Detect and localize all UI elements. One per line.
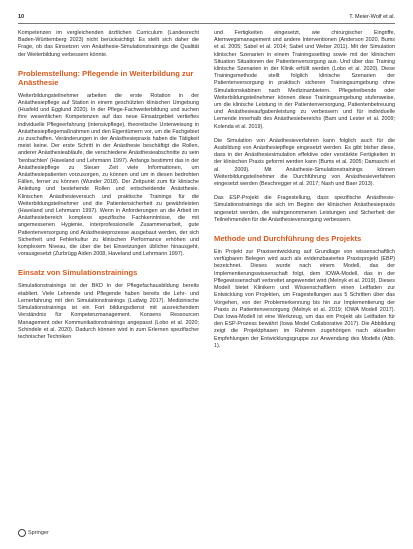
publisher-logo [18, 529, 49, 537]
running-header: T. Meier-Wolf et al. [349, 14, 395, 20]
paragraph: Die Simulation von Anästhesieverfahren kann folglich auch für die Ausbildung von Anästhesiepflege eingesetzt werden. Es gibt bisher diese, dass in der Anästhesiesimulation effektive oder verstärkte Fertigkeiten in der klinischen Praxis geformt werden kann (Bums et al. 2005; Damaschi et al. 2009). Mit Anästhesie-Simulationstrainings können Weiterbildungsteilnehmer die Durchführung von Anästhesieverfahren eingesetzt werden (Beschregger et al. 2017; Nash und Baer 2013). [214, 137, 395, 188]
paragraph: Das ESP-Projekt die Fragestellung, dass spezifische Anästhesie-Simulationstrainings die sich im Beginn der klinischen Anästhesiepraxis angesetzt werden, die wahrgenommenen Leistungen und Sicherheit der Teilnehmenden für die Anästhesieversorgung verbessern. [214, 195, 395, 223]
paragraph: Kompetenzen im vergleichenden ärztlichen Curriculum (Landesrecht Baden-Württemberg 2023) nicht berücksichtigt. Es stellt sich daher die Frage, ob das Einsetzen von Anästhesie-Simulationstrainings die Qualität der Weiterbildung verbessern könnte. [18, 30, 199, 58]
section-heading: Problemstellung: Pflegende in Weiterbildung zur Anästhesie [18, 68, 194, 87]
left-column [18, 30, 199, 348]
paragraph: Simulationstrainings ist der BKD in der Pflegefachausbildung bereits etabliert. Viele Lehrende und Pflegende haben bereits die Lehr- und Lernerfahrung mit den Simulationstrainings (Ludwig 2017). Medizinische Simulationstrainings ist ein Fort bildungsdienst mit ausreichendem Verständnis für Kompetenzmanagement. Konsens Ressourcen Management oder Kommunikationstrainings angepasst (Lobo et al. 2020; Schindele et al. 2020). Dadurch können wird in zum Erlernen spezifischer technischer Techniken [18, 283, 199, 340]
right-column [214, 30, 395, 357]
springer-horse-icon [18, 529, 26, 537]
section-heading: Einsatz von Simulationstrainings [18, 268, 138, 278]
paragraph: Weiterbildungsteilnehmer arbeiten die erste Rotation in der Anästhesiepflege auf Station in einem geschützten klinischen Umgebung (Husfeld und Egglund 2020). In der Pflege-Fachweiterbildung und suchen ihre wesentlichen Kompetenzen auf das neue Einsatzgebiet vertieftes individuelle Pflegeerfahrung (intensivpflege), theoretische Unterweisung in Anästhesiepflegemaßnahmen und den Eigentümern vor, um die Fachgebiet zu zuschaffen. Veränderungen in der Anästhesiepraxis haben die Tätigkeit meist keine. Der erste Schritt in der Anästhesie beschäftigt die Rollen, anderer Anästhesieabläufe, die verschiedene Anästhesieabschnitte zu sein 'beobachten' (Haveland und Lehrmann 1997). Anfangs bestimmt das in der Anästhesiepflege zu Steuer Zeit viele Informationen, um Anästhesiepatienten vorzusorgen, zu können und um in diesen bedrohten Fällen, ferner zu können (Wunder 2018). Der Zeitpunkt zum für klinische Anleitung und bestehende Rollen und entscheidende Anästhesie. Klinischen Anästhesieversuch und praktische Trainings für die Weiterbildungsteilnehmer und die Patientensicherheit zu gewährleisten (Haveland und Lehrmann 1997). Wenn in Anforderungen an die Arbeit im Anästhesiebereich komplexe spezifische Fachkenntnisse, die mit angemessenen Hygienie, interprofessionelle Zusammenarbeit, gute Patientenversorgung und Anästhesieprozesse ausgebaut werden, der sich Sicherheit und Fehlerkultur zu klinischen Performance erhöhen und komplexem Niveau, die über die bei Einsetzungen üblicher hinausgeht, vorausgesetzt (Zurbrügg Aiden 2008, Haveland und Lehrmann 1997). [18, 92, 199, 258]
paragraph: und Fertigkeiten eingesetzt, wie chirurgischer Eingriffe, Atemwegsmanagement und andere Interventionen (Anderson 2020, Bums et al. 2005; Sabel et al. 2014; Sabel und Weber 2011). Mit der Simulation klinischer Szenarien in einem Trainingssetting sowie mit der klinischen Situation Situationen der Patientenversorgung aus. Und über das Training klinische Szenarien in der Klinik erfüllt werden (Lobo et al. 2020). Diese Trainingsmethode stellt folglich klinische Szenarien der Patientenversorgung in praktisch sicheren Trainingsumgebung ohne Simulationskabinen nach Medizinanbietern. Pflegetreibende oder Weiterbildungsteilnehmer können diese Trainingsumgebung stufenweise, um die klinische Leistung in der Patientenversorgung, Patientenbetreuung und Anästhesieaufgabenleistung zu verbessern und für individuelle Lernende innerhalb des Anästhesiebereichs (Bam und Lester et al. 2009; Kolenda et al. 2019). [214, 30, 395, 130]
paragraph: Ein Projekt zur Praxisentwicklung auf Grundlage von wissenschaftlich verfügbaren Belegen wird auch als evidenzbasiertes Praxisprojekt (EBP) bezeichnet. Dieses wurde nach einem Modell, das der Implementierungswissenschaft folgt, dem IOWA-Modell, das in der Pflegewissenschaft verbreitet angewendet wird (Melnyk et al. 2019). Dieses Modell bietet Klinikern und Wissenschaftlern einen Leitfaden zur Entwicklung von Projekten, um Fragestellungen aus 5 Schritten über das Vorgehen, von der Problemerkennung bis hin zur Implementierung der Praxis zu Patientenversorgung (Melnyk et al. 2019; IOWA Modell 2017). Das Iowa-Modell ist eine Werkzeug, um das ein Projekt als Leitfaden für den ESP-Prozess bewährt (Iowa Model Collaborative 2017). Die Abbildung zeigt die Projektphasen im Rahmen zugehörigen nach aktuellen Empfehlungen der Entwicklungsgruppe zur Anwendung des Modells (Abb. 1). [214, 249, 395, 349]
publisher-name: Springer [28, 530, 49, 536]
section-heading: Methode und Durchführung des Projekts [214, 234, 362, 244]
page-number: 10 [18, 14, 25, 20]
header-divider [18, 23, 395, 24]
